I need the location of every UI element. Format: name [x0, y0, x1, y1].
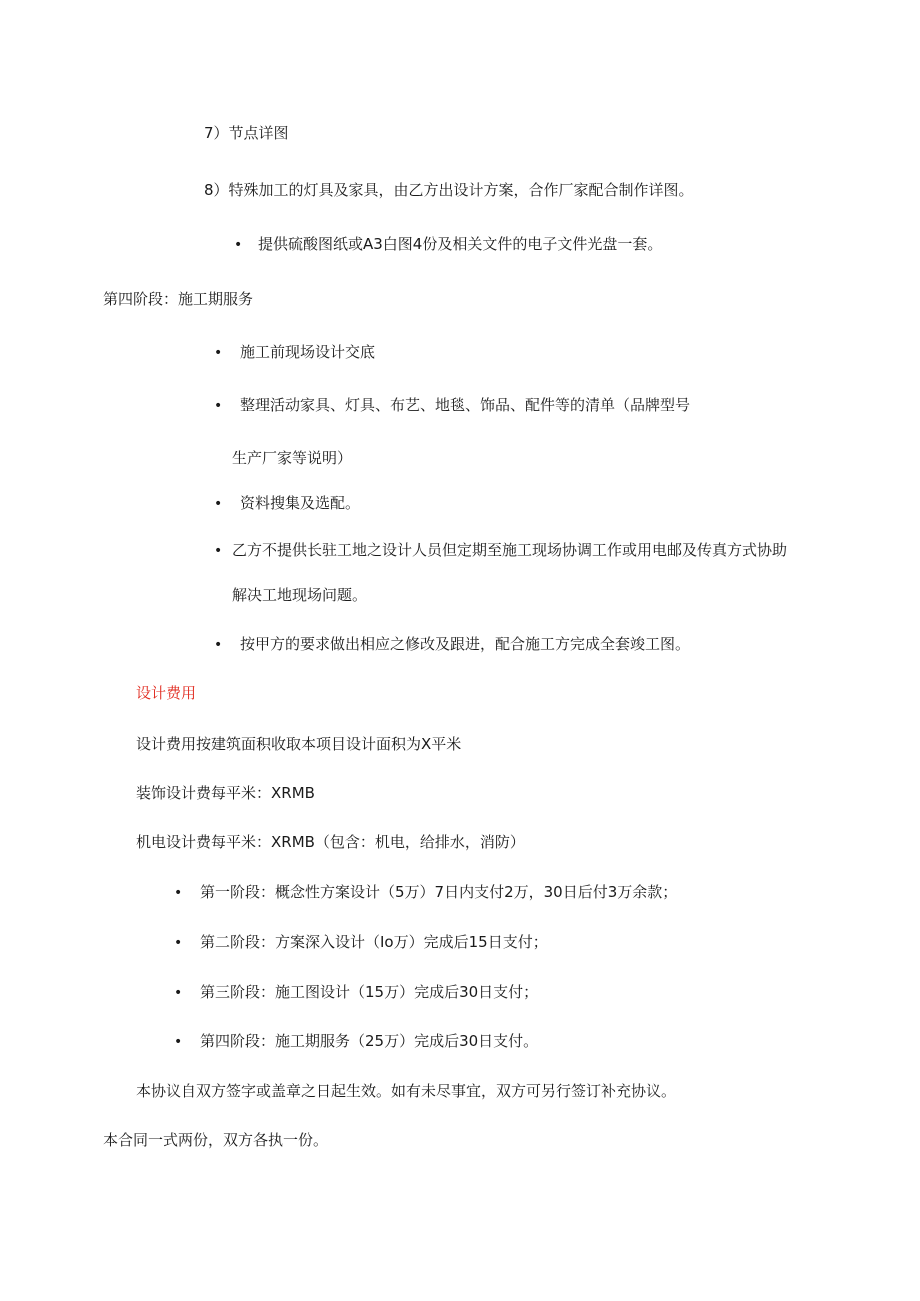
stage3-item-8: 8）特殊加工的灯具及家具，由乙方出设计方案，合作厂家配合制作详图。 — [204, 181, 694, 199]
fees-basis: 设计费用按建筑面积收取本项目设计面积为X平米 — [136, 735, 462, 753]
stage4-item: 乙方不提供长驻工地之设计人员但定期至施工现场协调工作或用电邮及传真方式协助 — [232, 541, 788, 559]
bullet-dot: • — [214, 398, 223, 414]
bullet-dot: • — [174, 885, 183, 901]
bullet-dot: • — [234, 237, 243, 253]
bullet-dot: • — [214, 543, 223, 559]
bullet-dot: • — [214, 345, 223, 361]
payment-item: 第二阶段：方案深入设计（Io万）完成后15日支付； — [200, 933, 548, 951]
stage4-item: 施工前现场设计交底 — [240, 343, 376, 361]
fees-mechanical: 机电设计费每平米：XRMB（包含：机电，给排水，消防） — [136, 833, 525, 851]
stage4-item-continuation: 生产厂家等说明） — [232, 449, 353, 467]
bullet-dot: • — [174, 985, 183, 1001]
stage3-item-7: 7）节点详图 — [204, 124, 289, 142]
payment-item: 第三阶段：施工图设计（15万）完成后30日支付； — [200, 983, 539, 1001]
stage4-item: 整理活动家具、灯具、布艺、地毯、饰品、配件等的清单（品牌型号 — [240, 396, 691, 414]
stage3-deliverable: 提供硫酸图纸或A3白图4份及相关文件的电子文件光盘一套。 — [258, 235, 663, 253]
stage4-item: 资料搜集及选配。 — [240, 494, 361, 512]
bullet-dot: • — [214, 496, 223, 512]
payment-item: 第四阶段：施工期服务（25万）完成后30日支付。 — [200, 1032, 539, 1050]
stage4-heading: 第四阶段：施工期服务 — [103, 290, 254, 308]
stage4-item: 按甲方的要求做出相应之修改及跟进，配合施工方完成全套竣工图。 — [240, 635, 691, 653]
fees-heading: 设计费用 — [136, 684, 197, 702]
stage4-item-continuation: 解决工地现场问题。 — [232, 586, 368, 604]
effective-clause: 本协议自双方签字或盖章之日起生效。如有未尽事宜，双方可另行签订补充协议。 — [136, 1082, 677, 1100]
bullet-dot: • — [174, 935, 183, 951]
payment-item: 第一阶段：概念性方案设计（5万）7日内支付2万，30日后付3万余款； — [200, 883, 678, 901]
copies-clause: 本合同一式两份，双方各执一份。 — [103, 1131, 329, 1149]
bullet-dot: • — [174, 1034, 183, 1050]
fees-decoration: 装饰设计费每平米：XRMB — [136, 784, 315, 802]
bullet-dot: • — [214, 637, 223, 653]
